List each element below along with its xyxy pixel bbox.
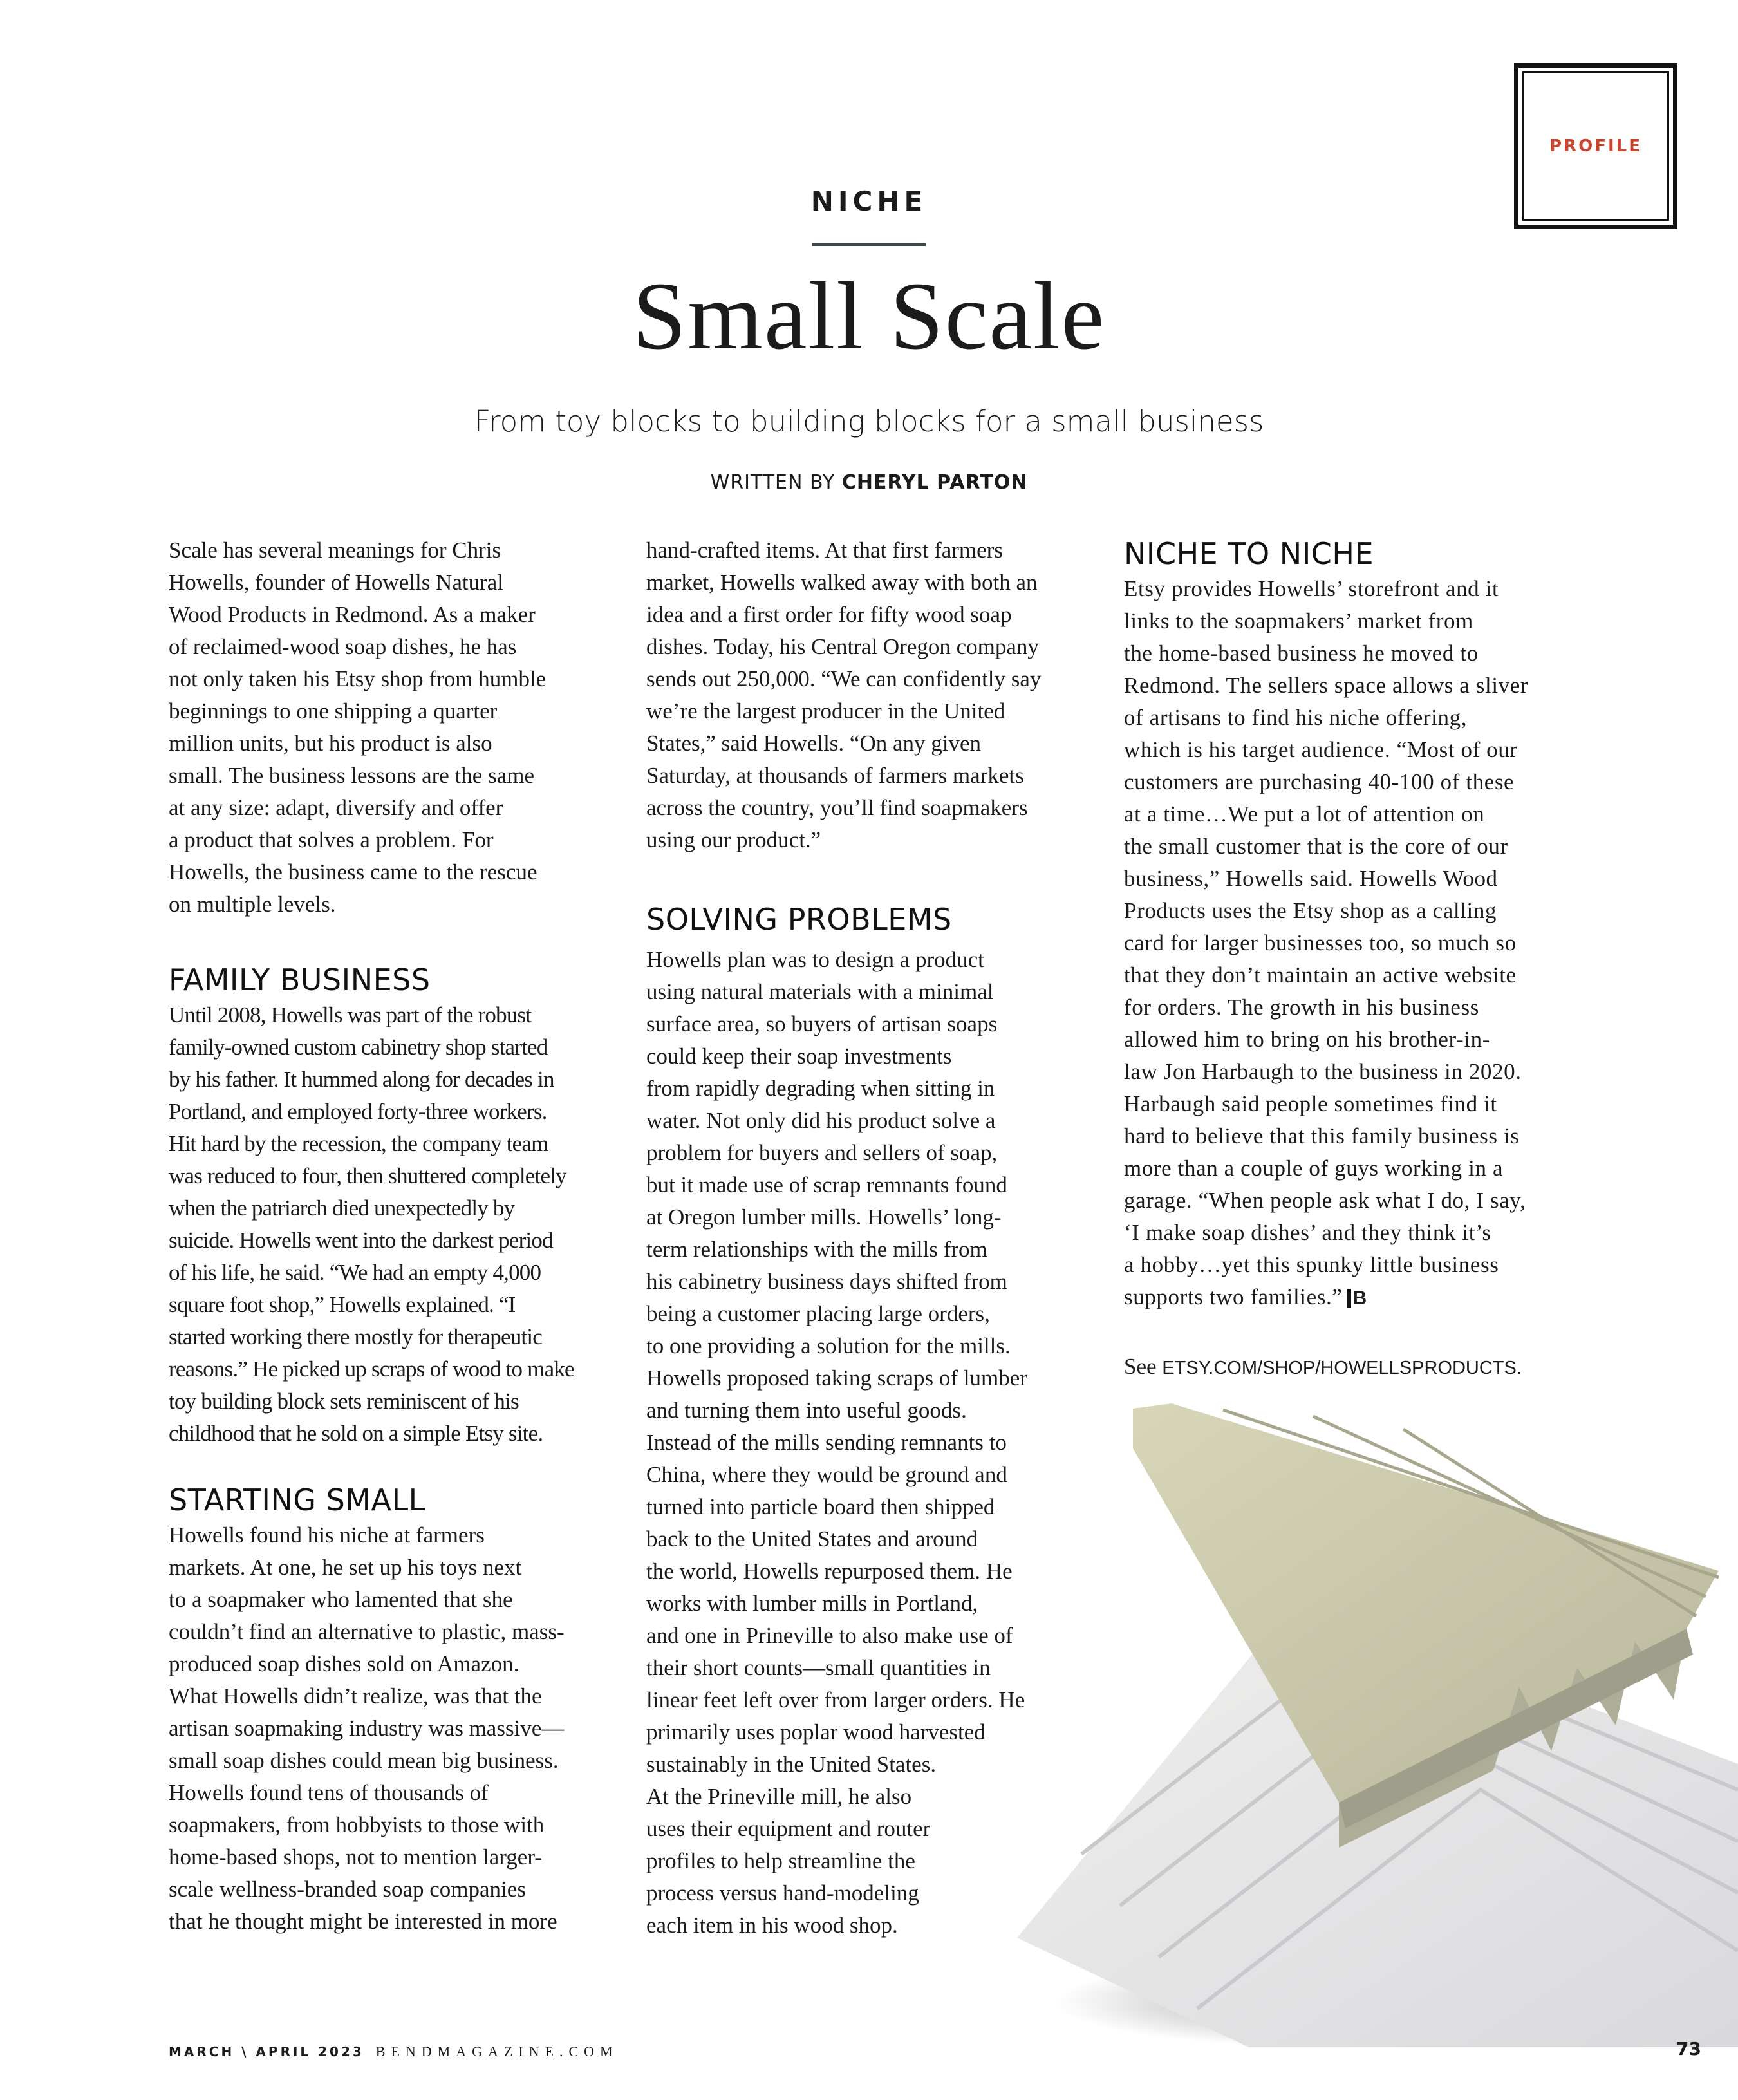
end-mark-logo: B (1347, 1289, 1367, 1308)
text-line: China, where they would be ground and (646, 1462, 1007, 1487)
page-number: 73 (1676, 2038, 1701, 2059)
text-line: using natural materials with a minimal (646, 979, 994, 1004)
text-line: Howells found tens of thousands of (169, 1780, 489, 1805)
text-line: What Howells didn’t realize, was that the (169, 1683, 542, 1709)
column-1 (169, 534, 632, 1938)
issue-date: MARCH \ APRIL 2023 (169, 2044, 364, 2059)
kicker-divider (812, 243, 926, 246)
text-line: produced soap dishes sold on Amazon. (169, 1651, 519, 1676)
text-line: Howells plan was to design a product (646, 947, 984, 972)
text-line: started working there mostly for therapeutic (169, 1324, 543, 1349)
intro-paragraph (169, 534, 632, 921)
text-line: million units, but his product is also (169, 731, 492, 756)
byline (0, 471, 1738, 494)
text-line: artisan soapmaking industry was massive— (169, 1716, 565, 1741)
text-line: markets. At one, he set up his toys next (169, 1555, 522, 1580)
text-line: garage. “When people ask what I do, I say, (1124, 1188, 1526, 1213)
text-line: surface area, so buyers of artisan soaps (646, 1011, 998, 1036)
text-line: soapmakers, from hobbyists to those with (169, 1812, 545, 1837)
text-line: scale wellness-branded soap companies (169, 1877, 526, 1902)
column-3 (1124, 534, 1587, 1384)
soap-dish-photo (1004, 1403, 1738, 2060)
text-line: Until 2008, Howells was part of the robust (169, 1002, 532, 1027)
text-line: States,” said Howells. “On any given (646, 731, 982, 756)
last-line-text: supports two families.” (1124, 1284, 1343, 1309)
byline-author: CHERYL PARTON (841, 471, 1028, 494)
text-line: customers are purchasing 40-100 of these (1124, 769, 1515, 794)
text-line: being a customer placing large orders, (646, 1301, 990, 1326)
text-line: Harbaugh said people sometimes find it (1124, 1091, 1497, 1116)
text-line: sends out 250,000. “We can confidently say (646, 666, 1042, 691)
text-line: by his father. It hummed along for decades in (169, 1067, 554, 1092)
text-line: business,” Howells said. Howells Wood (1124, 866, 1498, 891)
section-heading-solving-problems: SOLVING PROBLEMS (646, 902, 952, 937)
text-line: Products uses the Etsy shop as a calling (1124, 898, 1497, 923)
text-line: across the country, you’ll find soapmakers (646, 795, 1028, 820)
text-line: not only taken his Etsy shop from humble (169, 666, 547, 691)
text-line: childhood that he sold on a simple Etsy site. (169, 1421, 543, 1446)
text-line: Saturday, at thousands of farmers markets (646, 763, 1024, 788)
text-line: primarily uses poplar wood harvested (646, 1720, 986, 1745)
section-heading-starting-small: STARTING SMALL (169, 1483, 425, 1517)
magazine-site: BENDMAGAZINE.COM (375, 2043, 619, 2059)
family-business-paragraph (169, 999, 632, 1450)
kicker: NICHE (810, 185, 928, 217)
text-line: and turning them into useful goods. (646, 1398, 967, 1423)
starting-small-paragraph (169, 1519, 632, 1938)
text-line: links to the soapmakers’ market from (1124, 608, 1473, 633)
text-line: Instead of the mills sending remnants to (646, 1430, 1007, 1455)
text-line: problem for buyers and sellers of soap, (646, 1140, 998, 1165)
text-line: Wood Products in Redmond. As a maker (169, 602, 536, 627)
text-line: At the Prineville mill, he also (646, 1784, 912, 1809)
text-line: term relationships with the mills from (646, 1237, 987, 1262)
text-line: Howells found his niche at farmers (169, 1523, 485, 1548)
text-line: Portland, and employed forty-three workers. (169, 1099, 547, 1124)
text-line: small. The business lessons are the same (169, 763, 534, 788)
text-line: that he thought might be interested in more (169, 1909, 557, 1934)
text-line: profiles to help streamline the (646, 1848, 915, 1873)
text-line: of his life, he said. “We had an empty 4,000 (169, 1260, 541, 1285)
text-line: dishes. Today, his Central Oregon company (646, 634, 1039, 659)
text-line: a hobby…yet this spunky little business (1124, 1252, 1499, 1277)
text-line: idea and a first order for fifty wood soap (646, 602, 1012, 627)
text-line: on multiple levels. (169, 892, 336, 917)
text-line: Howells proposed taking scraps of lumber (646, 1365, 1027, 1391)
text-line: card for larger businesses too, so much so (1124, 930, 1517, 955)
text-line: when the patriarch died unexpectedly by (169, 1195, 515, 1221)
page-footer (169, 2043, 619, 2060)
text-line: Scale has several meanings for Chris (169, 538, 501, 563)
section-heading-niche-to-niche: NICHE TO NICHE (1124, 536, 1374, 571)
text-line: turned into particle board then shipped (646, 1494, 995, 1519)
text-line: that they don’t maintain an active website (1124, 962, 1517, 988)
text-line: the world, Howells repurposed them. He (646, 1559, 1013, 1584)
text-line: Redmond. The sellers space allows a sliver (1124, 673, 1529, 698)
text-line: back to the United States and around (646, 1526, 978, 1552)
text-line: water. Not only did his product solve a (646, 1108, 996, 1133)
text-line: market, Howells walked away with both an (646, 570, 1038, 595)
article-subtitle: From toy blocks to building blocks for a small business (474, 404, 1264, 438)
text-line: hard to believe that this family business is (1124, 1123, 1520, 1148)
text-line: suicide. Howells went into the darkest period (169, 1228, 553, 1253)
text-line: toy building block sets reminiscent of his (169, 1389, 519, 1414)
text-line: to a soapmaker who lamented that she (169, 1587, 513, 1612)
text-line: for orders. The growth in his business (1124, 995, 1479, 1020)
text-line: of reclaimed-wood soap dishes, he has (169, 634, 517, 659)
text-line: from rapidly degrading when sitting in (646, 1076, 995, 1101)
text-line: we’re the largest producer in the United (646, 698, 1005, 724)
see-prefix: See (1124, 1354, 1157, 1379)
text-line: square foot shop,” Howells explained. “I (169, 1292, 516, 1317)
paragraph-last-line (1124, 1281, 1587, 1313)
farmers-market-paragraph (646, 534, 1110, 856)
text-line: couldn’t find an alternative to plastic, mass- (169, 1619, 565, 1644)
etsy-shop-link[interactable]: ETSY.COM/SHOP/HOWELLSPRODUCTS. (1162, 1358, 1522, 1378)
byline-prefix: WRITTEN BY (710, 471, 836, 494)
text-line: using our product.” (646, 827, 821, 852)
text-line: ‘I make soap dishes’ and they think it’s (1124, 1220, 1491, 1245)
text-line: Howells, founder of Howells Natural (169, 570, 504, 595)
text-line: beginnings to one shipping a quarter (169, 698, 498, 724)
text-line: Hit hard by the recession, the company team (169, 1131, 548, 1156)
text-line: more than a couple of guys working in a (1124, 1156, 1504, 1181)
text-line: to one providing a solution for the mills. (646, 1333, 1011, 1358)
text-line: law Jon Harbaugh to the business in 2020. (1124, 1059, 1522, 1084)
text-line: home-based shops, not to mention larger- (169, 1844, 542, 1870)
text-line: process versus hand-modeling (646, 1880, 919, 1906)
text-line: uses their equipment and router (646, 1816, 931, 1841)
text-line: the home-based business he moved to (1124, 641, 1479, 666)
text-line: small soap dishes could mean big business. (169, 1748, 559, 1773)
section-badge-label: PROFILE (1549, 136, 1642, 156)
text-line: of artisans to find his niche offering, (1124, 705, 1468, 730)
text-line: linear feet left over from larger orders. He (646, 1687, 1025, 1712)
text-line: at a time…We put a lot of attention on (1124, 802, 1485, 827)
text-line: and one in Prineville to also make use of (646, 1623, 1013, 1648)
text-line: the small customer that is the core of our (1124, 834, 1508, 859)
text-line: reasons.” He picked up scraps of wood to make (169, 1356, 574, 1382)
text-line: each item in his wood shop. (646, 1913, 898, 1938)
text-line: family-owned custom cabinetry shop started (169, 1035, 548, 1060)
text-line: Howells, the business came to the rescue (169, 859, 537, 885)
text-line: sustainably in the United States. (646, 1752, 937, 1777)
text-line: hand-crafted items. At that first farmers (646, 538, 1003, 563)
text-line: a product that solves a problem. For (169, 827, 494, 852)
text-line: Etsy provides Howells’ storefront and it (1124, 576, 1499, 601)
text-line: but it made use of scrap remnants found (646, 1172, 1007, 1197)
text-line: which is his target audience. “Most of our (1124, 737, 1518, 762)
text-line: his cabinetry business days shifted from (646, 1269, 1007, 1294)
text-line: their short counts—small quantities in (646, 1655, 991, 1680)
text-line: could keep their soap investments (646, 1044, 952, 1069)
niche-to-niche-paragraph (1124, 573, 1587, 1281)
text-line: at Oregon lumber mills. Howells’ long- (646, 1205, 1002, 1230)
text-line: works with lumber mills in Portland, (646, 1591, 978, 1616)
text-line: at any size: adapt, diversify and offer (169, 795, 503, 820)
article-title: Small Scale (632, 263, 1106, 370)
see-link-line (1124, 1351, 1587, 1384)
section-heading-family-business: FAMILY BUSINESS (169, 962, 431, 997)
text-line: was reduced to four, then shuttered completely (169, 1163, 566, 1188)
text-line: allowed him to bring on his brother-in- (1124, 1027, 1490, 1052)
